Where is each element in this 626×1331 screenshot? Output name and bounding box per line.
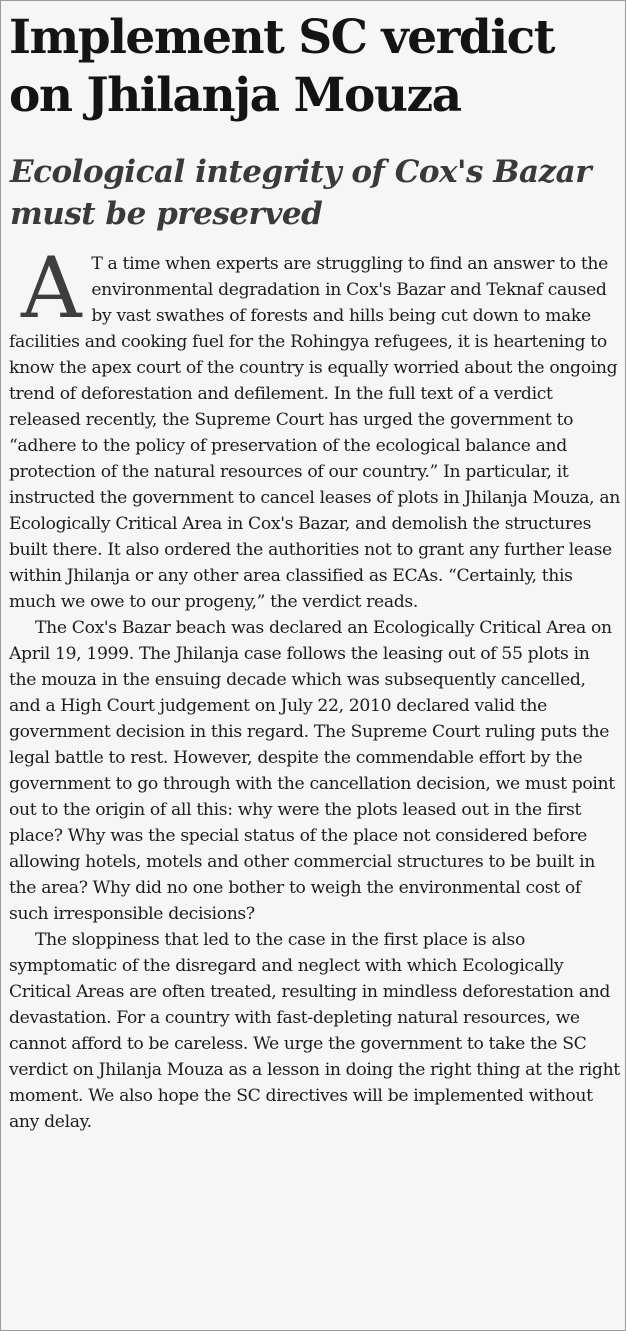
headline-line-1: Implement SC verdict (9, 10, 554, 65)
paragraph-3: The sloppiness that led to the case in the first place is also symptomatic of the disregard and neglect with which Ecologically Critical Areas are often treated, resulting in mindless deforestation and devastation. For a country with fast-depleting natural resources, we cannot afford to be careless. We urge the government to take the SC verdict on Jhilanja Mouza as a lesson in doing the right thing at the right moment. We also hope the SC directives will be implemented without any delay. (9, 930, 620, 1132)
paragraph-2: The Cox's Bazar beach was declared an Ecologically Critical Area on April 19, 1999. The Jhilanja case follows the leasing out of 55 plots in the mouza in the ensuing decade which was subsequently cancelled, and a High Court judgement on July 22, 2010 declared valid the government decision in this regard. The Supreme Court ruling puts the legal battle to rest. However, despite the commendable effort by the government to go through with the cancellation decision, we must point out to the origin of all this: why were the plots leased out in the first place? Why was the special status of the place not considered before allowing hotels, motels and other commercial structures to be built in the area? Why did no one bother to weigh the environmental cost of such irresponsible decisions? (9, 618, 615, 924)
paragraph-1-text: T a time when experts are struggling to find an answer to the environmental degradation in Cox's Bazar and Teknaf caused by vast swathes of forests and hills being cut down to make facilities and cooking fuel for the Rohingya refugees, it is heartening to know the apex court of the country is equally worried about the ongoing trend of deforestation and defilement. In the full text of a verdict released recently, the Supreme Court has urged the government to “adhere to the policy of preservation of the ecological balance and protection of the natural resources of our country.” In particular, it instructed the government to cancel leases of plots in Jhilanja Mouza, an Ecologically Critical Area in Cox's Bazar, and demolish the structures built there. It also ordered the authorities not to grant any further lease within Jhilanja or any other area classified as ECAs. “Certainly, this much we owe to our progeny,” the verdict reads. (9, 254, 620, 612)
headline (9, 9, 621, 125)
headline-line-2: on Jhilanja Mouza (9, 68, 461, 123)
drop-cap: A (21, 239, 82, 337)
article-body (9, 239, 620, 1135)
paragraph-1 (9, 239, 620, 615)
subheadline-line-1: Ecological integrity of Cox's Bazar (10, 154, 592, 190)
subheadline-line-2: must be preserved (10, 196, 323, 232)
subheadline (10, 151, 620, 235)
